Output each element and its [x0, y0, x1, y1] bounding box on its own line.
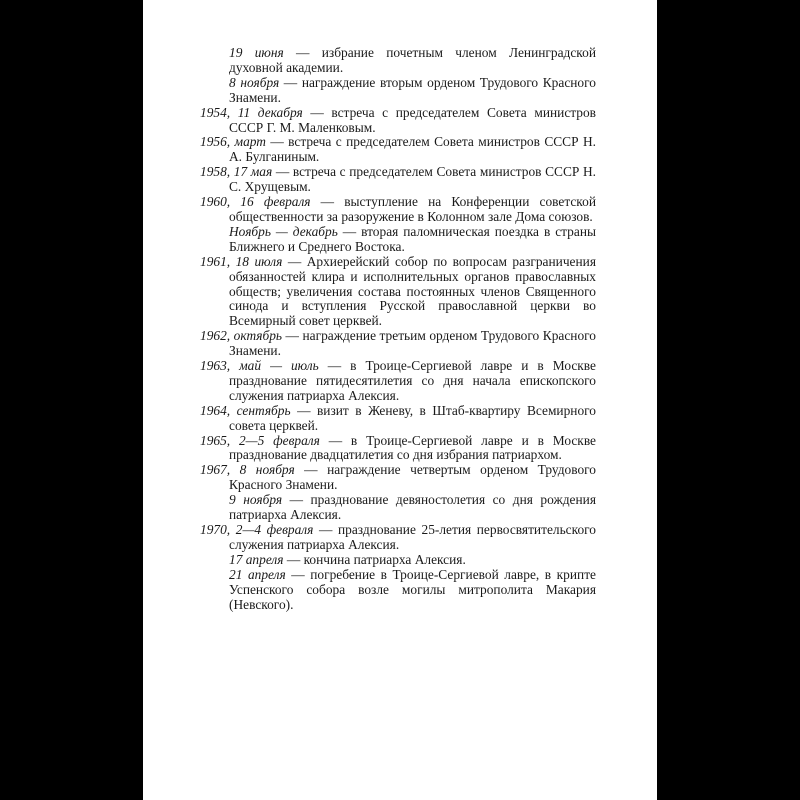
entry-text: — встреча с председателем Совета министров СССР Н. А. Булганиным.	[229, 134, 596, 165]
chronology-entry	[200, 463, 596, 493]
chronology-entry	[200, 553, 596, 568]
entry-date: 1958, 17 мая	[200, 164, 273, 180]
left-black-border	[0, 0, 143, 800]
chronology-text	[200, 46, 596, 612]
entry-text: — празднование девяностолетия со дня рождения патриарха Алексия.	[229, 492, 596, 523]
entry-date: 1964, сентябрь	[200, 402, 291, 418]
entry-text: — награждение вторым орденом Трудового Красного Знамени.	[229, 74, 596, 105]
entry-text: — погребение в Троице-Сергиевой лавре, в крипте Успенского собора возле могилы митрополита Макария (Невского).	[229, 566, 596, 612]
entry-text: — награждение третьим орденом Трудового Красного Знамени.	[229, 328, 596, 359]
entry-text: — кончина патриарха Алексия.	[283, 551, 466, 567]
chronology-entry	[200, 195, 596, 225]
entry-date: 8 ноября	[229, 74, 280, 90]
entry-text: — визит в Женеву, в Штаб-квартиру Всемирного совета церквей.	[229, 402, 596, 433]
chronology-entry	[200, 359, 596, 404]
entry-date: 1965, 2—5 февраля	[200, 432, 320, 448]
chronology-entry	[200, 165, 596, 195]
entry-date: 1967, 8 ноября	[200, 462, 295, 478]
entry-date: 17 апреля	[229, 551, 284, 567]
chronology-entry	[200, 493, 596, 523]
chronology-entry	[200, 329, 596, 359]
entry-date: 1962, октябрь	[200, 328, 283, 344]
entry-text: — встреча с председателем Совета министров СССР Н. С. Хрущевым.	[229, 164, 596, 195]
entry-date: 1954, 11 декабря	[200, 104, 303, 120]
entry-text: — вторая паломническая поездка в страны Ближнего и Среднего Востока.	[229, 223, 596, 254]
chronology-entry	[200, 225, 596, 255]
book-page	[143, 0, 657, 800]
entry-date: Ноябрь — декабрь	[229, 223, 338, 239]
entry-date: 9 ноября	[229, 492, 283, 508]
chronology-entry	[200, 255, 596, 330]
entry-text: — в Троице-Сергиевой лавре и в Москве празднование двадцатилетия со дня избрания патриархом.	[229, 432, 597, 463]
entry-date: 1970, 2—4 февраля	[200, 522, 314, 537]
entry-text: — в Троице-Сергиевой лавре и в Москве празднование пятидесятилетия со дня начала епископского служения патриарха Алексия.	[229, 358, 596, 403]
entry-text: — избрание почетным членом Ленинградской духовной академии.	[229, 45, 596, 75]
right-black-border	[657, 0, 800, 800]
entry-date: 1960, 16 февраля	[200, 194, 311, 210]
chronology-entry	[200, 434, 596, 464]
entry-text: — награждение четвертым орденом Трудового Красного Знамени.	[229, 462, 597, 493]
chronology-entry	[200, 404, 596, 434]
entry-date: 19 июня	[229, 45, 284, 60]
entry-text: — встреча с председателем Совета министров СССР Г. М. Маленковым.	[229, 104, 596, 135]
entry-date: 1961, 18 июля	[200, 253, 283, 269]
entry-text: — выступление на Конференции советской общественности за разоружение в Колонном зале Дома союзов.	[229, 194, 596, 224]
chronology-entry	[200, 523, 596, 553]
chronology-entry	[200, 76, 596, 106]
entry-date: 1956, март	[200, 134, 266, 150]
chronology-entry	[200, 46, 596, 76]
entry-date: 21 апреля	[229, 566, 286, 582]
chronology-entry	[200, 568, 596, 613]
entry-text: — Архиерейский собор по вопросам разграничения обязанностей клира и исполнительных органов православных обществ; увеличения состава постоянных членов Священного синода и вступления Русской православной церкви во Всемирный совет церквей.	[229, 253, 596, 329]
chronology-entry	[200, 106, 596, 136]
entry-date: 1963, май — июль	[200, 358, 319, 374]
entry-text: — празднование 25-летия первосвятительского служения патриарха Алексия.	[229, 522, 596, 552]
chronology-entry	[200, 135, 596, 165]
